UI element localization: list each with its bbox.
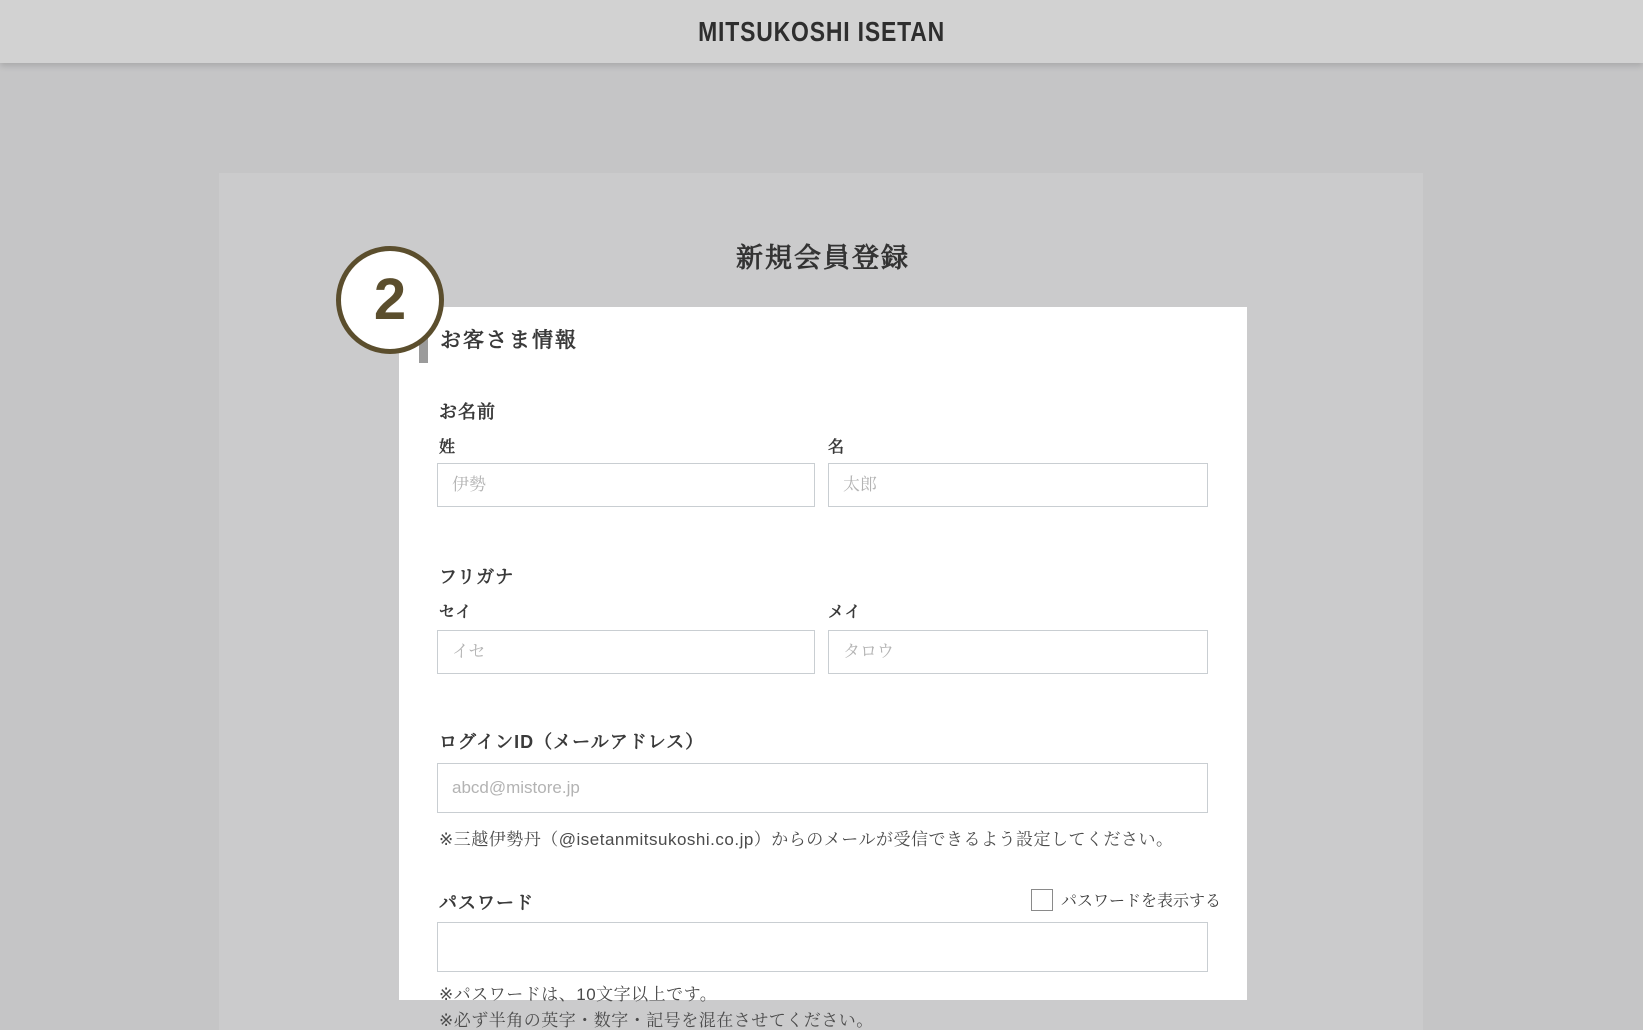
first-name-label: 名 <box>828 439 846 456</box>
show-password-checkbox[interactable] <box>1031 889 1053 911</box>
page-title: 新規会員登録 <box>736 243 910 273</box>
customer-info-card <box>399 307 1247 1030</box>
name-group-label: お名前 <box>439 402 496 422</box>
step-badge <box>336 246 444 354</box>
login-id-note: ※三越伊勢丹（@isetanmitsukoshi.co.jp）からのメールが受信できるよう設定してください。 <box>439 830 1174 849</box>
password-note-1: ※パスワードは、10文字以上です。 <box>439 985 718 1004</box>
login-id-label: ログインID（メールアドレス） <box>439 732 705 752</box>
show-password-row <box>1031 888 1221 911</box>
furigana-last-input[interactable] <box>437 630 815 674</box>
password-label: パスワード <box>439 893 534 913</box>
furigana-last-label: セイ <box>439 604 473 621</box>
section-heading: お客さま情報 <box>440 329 578 352</box>
step-badge-number: 2 <box>373 267 407 332</box>
mitsukoshi-isetan-logo: MITSUKOSHI ISETAN <box>698 15 945 47</box>
show-password-label[interactable]: パスワードを表示する <box>1061 893 1222 910</box>
furigana-first-input[interactable] <box>828 630 1208 674</box>
password-note-2: ※必ず半角の英字・数字・記号を混在させてください。 <box>439 1011 874 1030</box>
first-name-input[interactable] <box>828 463 1208 507</box>
furigana-first-label: メイ <box>828 604 862 621</box>
login-id-input[interactable] <box>437 763 1208 813</box>
last-name-label: 姓 <box>439 439 457 456</box>
password-input[interactable] <box>437 922 1208 972</box>
last-name-input[interactable] <box>437 463 815 507</box>
furigana-group-label: フリガナ <box>439 567 515 587</box>
app-header <box>0 0 1643 63</box>
